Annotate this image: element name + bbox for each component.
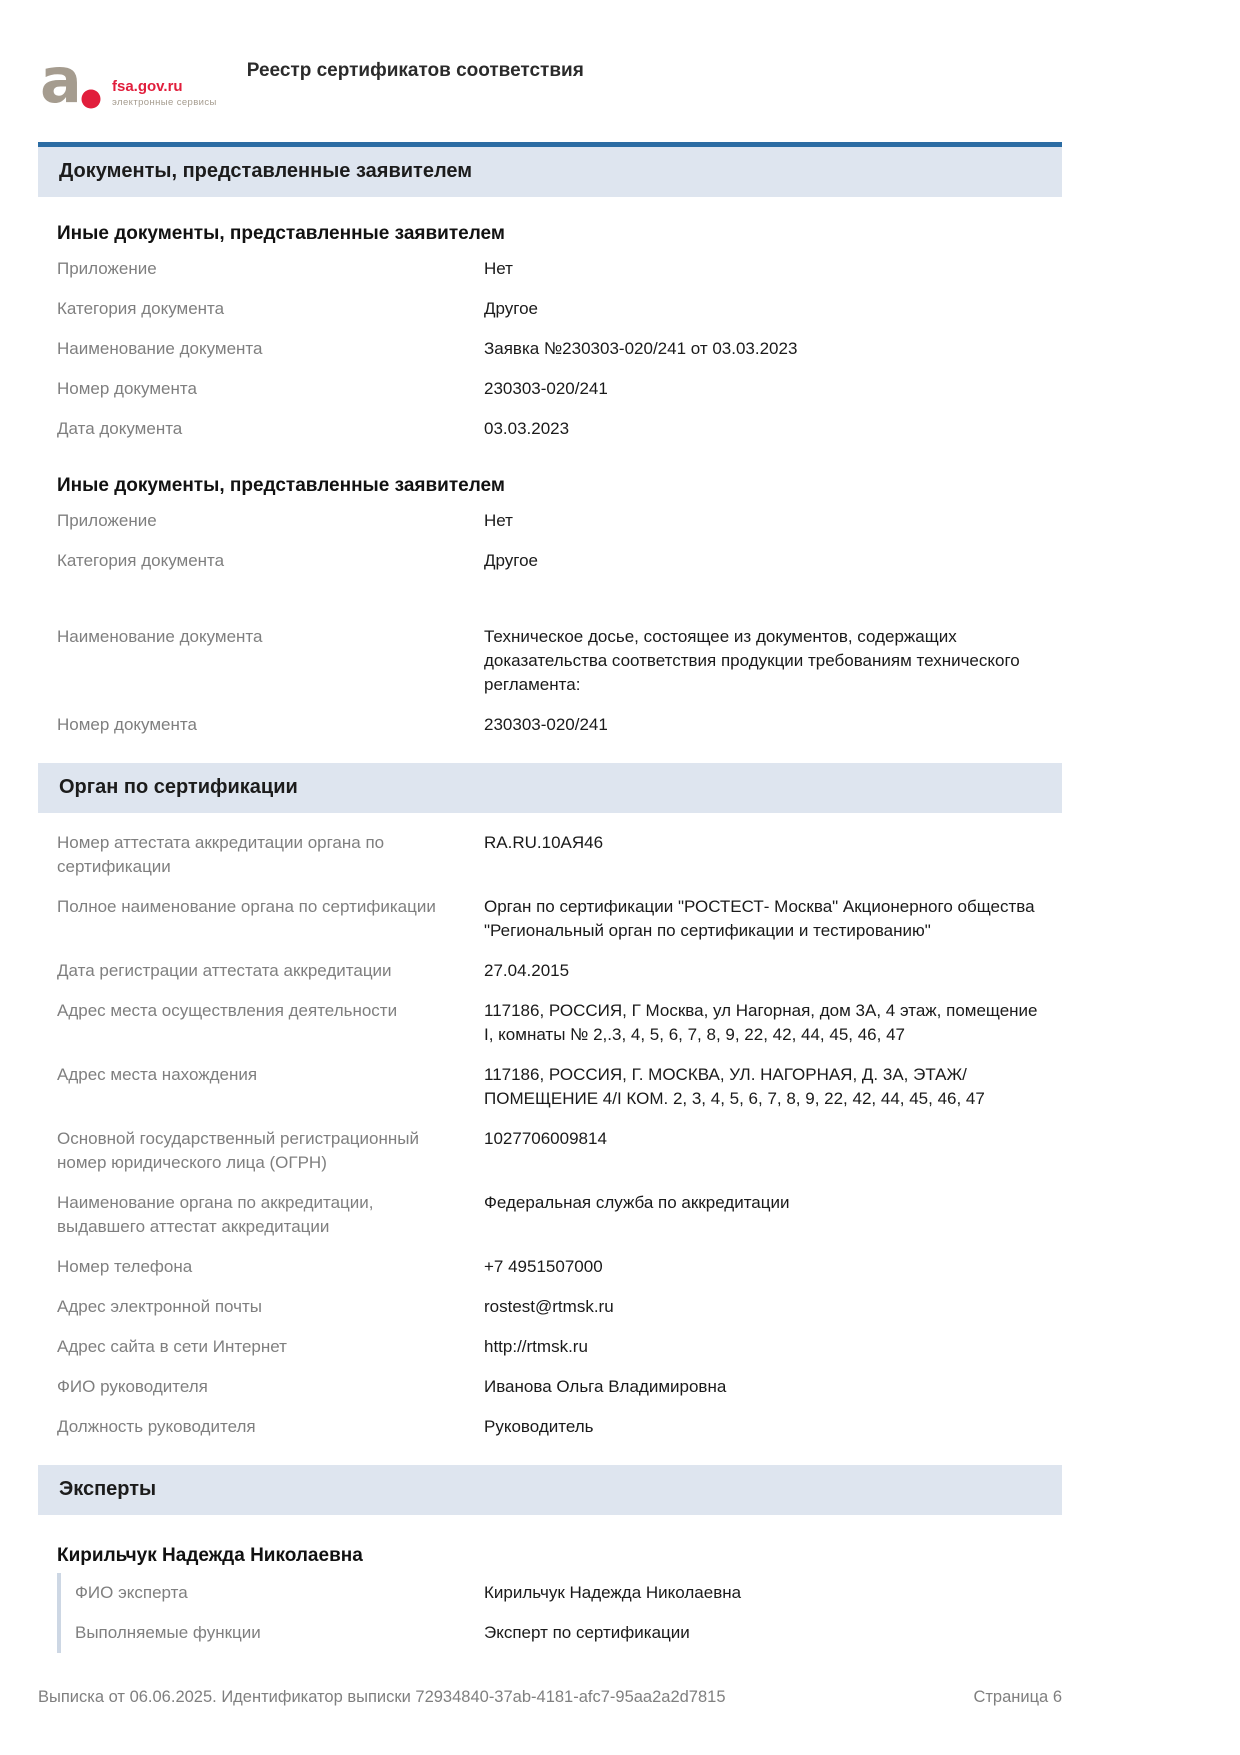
field-row bbox=[57, 1407, 1062, 1447]
extract-info: Выписка от 06.06.2025. Идентификатор выписки 72934840-37ab-4181-afc7-95aa2a2d7815 bbox=[38, 1688, 726, 1706]
field-label: Номер документа bbox=[57, 715, 197, 734]
fsa-logo-icon bbox=[38, 48, 104, 114]
field-label: ФИО руководителя bbox=[57, 1377, 208, 1396]
field-label: Адрес электронной почты bbox=[57, 1297, 262, 1316]
field-label: ФИО эксперта bbox=[75, 1583, 188, 1602]
field-row bbox=[57, 329, 1062, 369]
field-value: 117186, РОССИЯ, Г Москва, ул Нагорная, дом 3А, 4 этаж, помещение I, комнаты № 2,.3, 4, 5, 6, 7, 8, 9, 22, 42, 44, 45, 46, 47 bbox=[484, 1001, 1038, 1044]
field-row bbox=[57, 823, 1062, 887]
field-value: rostest@rtmsk.ru bbox=[484, 1297, 614, 1316]
field-row bbox=[57, 951, 1062, 991]
field-row bbox=[57, 289, 1062, 329]
field-value: Руководитель bbox=[484, 1417, 594, 1436]
field-row bbox=[57, 501, 1062, 541]
page-title: Реестр сертификатов соответствия bbox=[246, 60, 584, 81]
field-value: RA.RU.10АЯ46 bbox=[484, 833, 604, 852]
field-row bbox=[57, 409, 1062, 449]
field-label: Адрес места нахождения bbox=[57, 1065, 258, 1084]
field-row bbox=[75, 1573, 1062, 1613]
page-header bbox=[38, 48, 1062, 118]
field-label: Номер аттестата аккредитации органа по сертификации bbox=[57, 833, 385, 876]
field-label: Категория документа bbox=[57, 551, 225, 570]
field-row bbox=[57, 887, 1062, 951]
field-row bbox=[75, 1613, 1062, 1653]
page-number: Страница 6 bbox=[973, 1688, 1062, 1706]
field-value: Нет bbox=[484, 259, 513, 278]
brand-tagline: электронные сервисы bbox=[112, 97, 217, 108]
field-row bbox=[57, 369, 1062, 409]
field-row bbox=[57, 1183, 1062, 1247]
certification-body-rows bbox=[38, 823, 1062, 1447]
field-row bbox=[57, 705, 1062, 745]
field-value: 230303-020/241 bbox=[484, 715, 608, 734]
expert-fieldset bbox=[57, 1573, 1062, 1653]
field-value: Нет bbox=[484, 511, 513, 530]
section-header-certification-body: Орган по сертификации bbox=[38, 763, 1062, 813]
field-value: 1027706009814 bbox=[484, 1129, 607, 1148]
document-page bbox=[38, 0, 1062, 1653]
field-value: Другое bbox=[484, 299, 539, 318]
field-label: Дата документа bbox=[57, 419, 183, 438]
field-label: Приложение bbox=[57, 511, 157, 530]
field-value: 230303-020/241 bbox=[484, 379, 608, 398]
field-row bbox=[57, 617, 1062, 705]
field-label: Наименование документа bbox=[57, 339, 263, 358]
field-label: Приложение bbox=[57, 259, 157, 278]
field-label: Категория документа bbox=[57, 299, 225, 318]
field-row bbox=[57, 1119, 1062, 1183]
group-rows-1 bbox=[38, 249, 1062, 449]
field-row bbox=[57, 249, 1062, 289]
field-value: Эксперт по сертификации bbox=[484, 1623, 690, 1642]
field-row bbox=[57, 1055, 1062, 1119]
field-value: Иванова Ольга Владимировна bbox=[484, 1377, 727, 1396]
field-value: Федеральная служба по аккредитации bbox=[484, 1193, 790, 1212]
field-label: Должность руководителя bbox=[57, 1417, 256, 1436]
field-row bbox=[57, 541, 1062, 581]
field-value: 27.04.2015 bbox=[484, 961, 570, 980]
field-value: Другое bbox=[484, 551, 539, 570]
field-row bbox=[57, 1287, 1062, 1327]
group-title-other-docs-1: Иные документы, представленные заявителем bbox=[57, 223, 505, 244]
field-value: Техническое досье, состоящее из документов, содержащих доказательства соответствия продукции требованиям технического регламента: bbox=[484, 627, 1020, 694]
field-row bbox=[57, 1367, 1062, 1407]
fsa-logo bbox=[38, 48, 217, 114]
svg-text:a: a bbox=[40, 48, 82, 114]
field-label: Дата регистрации аттестата аккредитации bbox=[57, 961, 392, 980]
field-value: http://rtmsk.ru bbox=[484, 1337, 588, 1356]
field-label: Наименование документа bbox=[57, 627, 263, 646]
field-row bbox=[57, 991, 1062, 1055]
expert-name-heading: Кирильчук Надежда Николаевна bbox=[57, 1545, 363, 1566]
section-header-documents: Документы, представленные заявителем bbox=[38, 142, 1062, 197]
field-value: Заявка №230303-020/241 от 03.03.2023 bbox=[484, 339, 798, 358]
field-label: Основной государственный регистрационный номер юридического лица (ОГРН) bbox=[57, 1129, 419, 1172]
group-title-other-docs-2: Иные документы, представленные заявителем bbox=[57, 475, 505, 496]
field-row bbox=[57, 1327, 1062, 1367]
field-value: Кирильчук Надежда Николаевна bbox=[484, 1583, 742, 1602]
field-label: Номер телефона bbox=[57, 1257, 193, 1276]
field-label: Номер документа bbox=[57, 379, 197, 398]
page-footer bbox=[38, 1688, 1062, 1707]
fsa-logo-text bbox=[112, 79, 217, 108]
field-value: Орган по сертификации "РОСТЕСТ- Москва" Акционерного общества "Региональный орган по сертификации и тестированию" bbox=[484, 897, 1035, 940]
field-label: Адрес сайта в сети Интернет bbox=[57, 1337, 287, 1356]
brand-name: fsa.gov.ru bbox=[112, 78, 183, 95]
field-value: 117186, РОССИЯ, Г. МОСКВА, УЛ. НАГОРНАЯ, Д. 3А, ЭТАЖ/ПОМЕЩЕНИЕ 4/I КОМ. 2, 3, 4, 5, 6, 7, 8, 9, 22, 42, 44, 45, 46, 47 bbox=[484, 1065, 985, 1108]
field-value: 03.03.2023 bbox=[484, 419, 570, 438]
field-label: Полное наименование органа по сертификации bbox=[57, 897, 436, 916]
section-header-experts: Эксперты bbox=[38, 1465, 1062, 1515]
field-label: Выполняемые функции bbox=[75, 1623, 261, 1642]
field-label: Наименование органа по аккредитации, выдавшего аттестат аккредитации bbox=[57, 1193, 374, 1236]
field-value: +7 4951507000 bbox=[484, 1257, 603, 1276]
group-rows-2 bbox=[38, 501, 1062, 745]
field-label: Адрес места осуществления деятельности bbox=[57, 1001, 398, 1020]
field-row bbox=[57, 1247, 1062, 1287]
